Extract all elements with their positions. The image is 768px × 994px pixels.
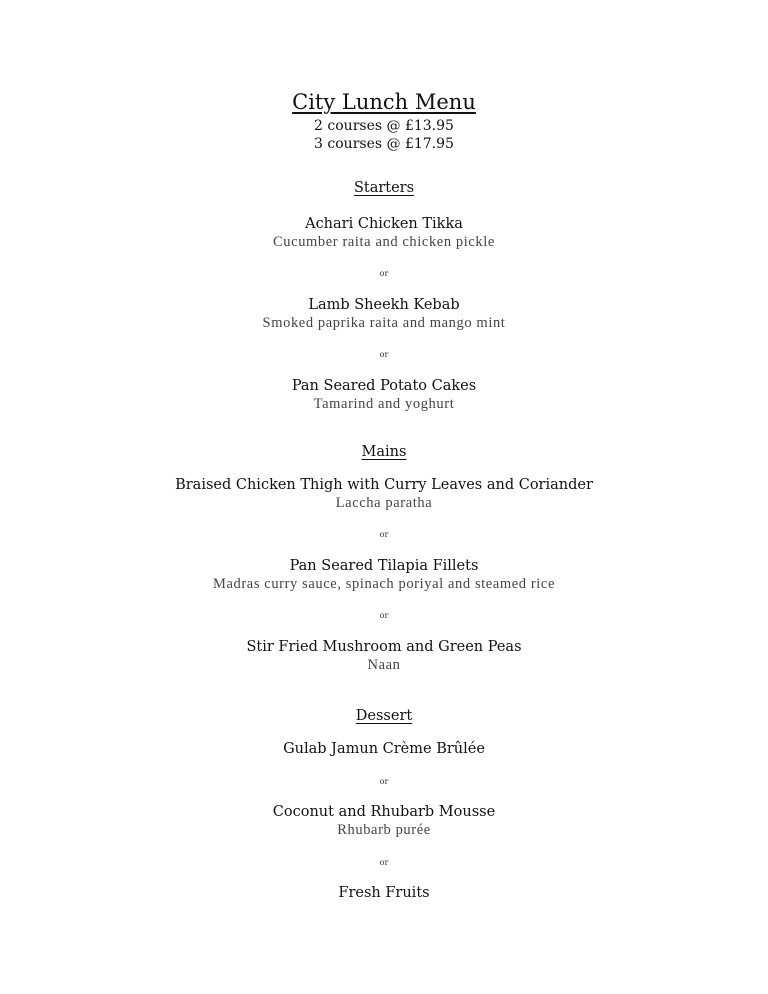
main-2-description: Madras curry sauce, spinach poriyal and steamed rice [212,576,555,592]
dessert-1-name: Gulab Jamun Crème Brûlée [283,741,485,757]
or-separator: or [379,858,389,867]
or-separator: or [379,611,389,620]
starter-2-description: Smoked paprika raita and mango mint [262,315,506,331]
starter-2-name: Lamb Sheekh Kebab [308,297,460,313]
or-separator: or [379,350,389,359]
main-1-name: Braised Chicken Thigh with Curry Leaves and Coriander [175,477,593,493]
or-separator: or [379,530,389,539]
section-heading-mains: Mains [361,444,407,460]
section-heading-dessert: Dessert [355,708,413,724]
main-2-name: Pan Seared Tilapia Fillets [289,558,479,574]
main-3-description: Naan [367,657,401,673]
or-separator: or [379,777,389,786]
price-two-courses: 2 courses @ £13.95 [314,118,454,134]
main-3-name: Stir Fried Mushroom and Green Peas [246,639,522,655]
starter-1-name: Achari Chicken Tikka [305,216,463,232]
main-1-description: Laccha paratha [335,495,433,511]
dessert-2-description: Rhubarb purée [337,822,431,838]
dessert-3-name: Fresh Fruits [338,885,430,901]
starter-3-name: Pan Seared Potato Cakes [291,378,477,394]
dessert-2-name: Coconut and Rhubarb Mousse [272,804,496,820]
starter-3-description: Tamarind and yoghurt [313,396,455,412]
price-three-courses: 3 courses @ £17.95 [314,136,454,152]
menu-title: City Lunch Menu [292,90,476,114]
starter-1-description: Cucumber raita and chicken pickle [273,234,495,250]
or-separator: or [379,269,389,278]
section-heading-starters: Starters [353,180,415,196]
